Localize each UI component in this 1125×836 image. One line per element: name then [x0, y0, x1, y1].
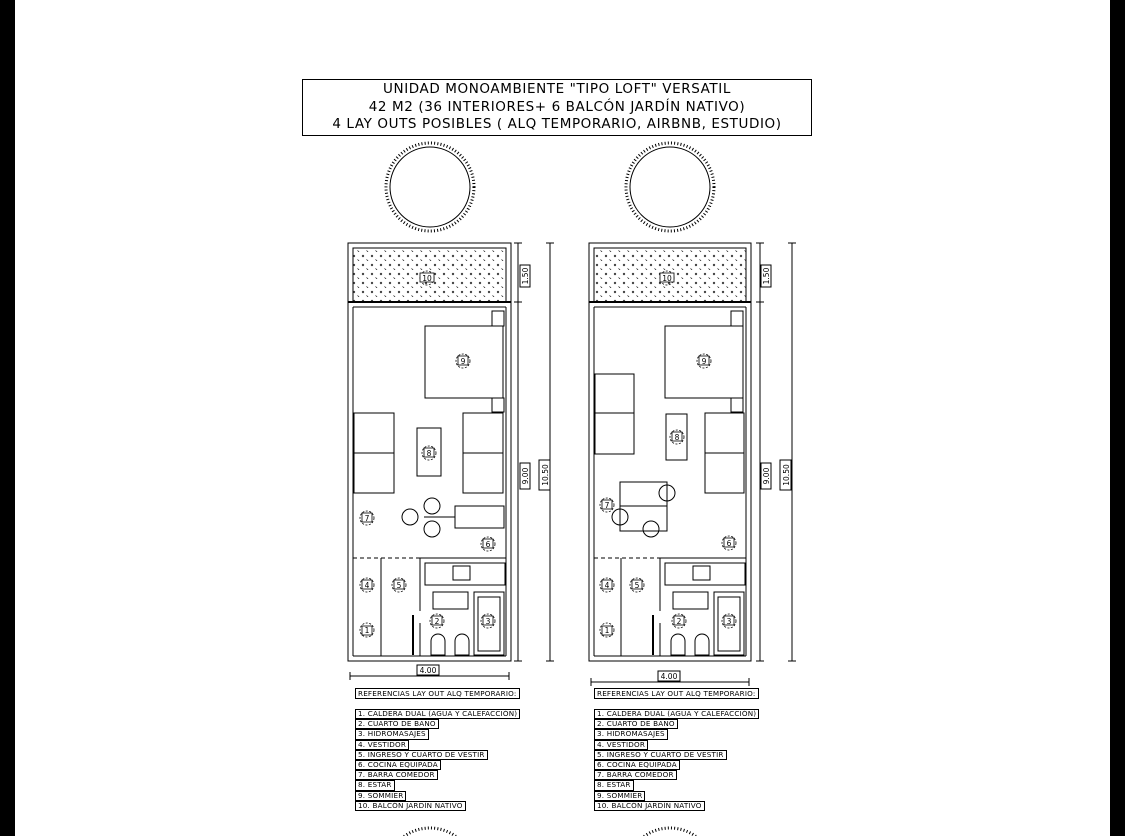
bath-vanity: [433, 592, 468, 609]
dim-total-label: 10.50: [782, 464, 791, 486]
title-line-3: 4 LAY OUTS POSIBLES ( ALQ TEMPORARIO, AIRBNB, ESTUDIO): [332, 116, 782, 132]
legend-item: 10. BALCÓN JARDÍN NATIVO: [355, 801, 466, 811]
tag-4: 4: [364, 581, 370, 590]
legend-header: REFERENCIAS LAY OUT ALQ TEMPORARIO:: [594, 688, 759, 699]
legend-item: 8. ESTAR: [355, 780, 395, 790]
legend-item: 10. BALCÓN JARDÍN NATIVO: [594, 801, 705, 811]
plan-2-labels: [605, 267, 791, 681]
legend-header: REFERENCIAS LAY OUT ALQ TEMPORARIO:: [355, 688, 520, 699]
legend-item: 4. VESTIDOR: [355, 740, 409, 750]
legend-item: 9. SOMMIER: [594, 791, 645, 801]
unit-outline: [589, 243, 751, 661]
bidet: [695, 634, 709, 655]
dim-total-label: 10.50: [541, 464, 550, 486]
legend-item: 1. CALDERA DUAL (AGUA Y CALEFACCIÓN): [594, 709, 759, 719]
dim-width-label: 4.00: [660, 672, 678, 681]
toilet: [671, 634, 685, 655]
tag-5: 5: [634, 581, 640, 590]
tag-8: 8: [426, 449, 432, 458]
legend-item: 2. CUARTO DE BAÑO: [355, 719, 439, 729]
legend-item: 7. BARRA COMEDOR: [355, 770, 438, 780]
legend-item: 7. BARRA COMEDOR: [594, 770, 677, 780]
tag-3: 3: [726, 617, 732, 626]
legend-item: 3. HIDROMASAJES: [594, 729, 668, 739]
legend-list: [594, 709, 759, 811]
tag-6: 6: [726, 539, 732, 548]
tag-4: 4: [604, 581, 610, 590]
bar-counter: [455, 506, 504, 528]
tag-3: 3: [485, 617, 491, 626]
legend-item: 2. CUARTO DE BAÑO: [594, 719, 678, 729]
bath-vanity: [673, 592, 708, 609]
legend-item: 6. COCINA EQUIPADA: [594, 760, 680, 770]
legend-item: 3. HIDROMASAJES: [355, 729, 429, 739]
tag-8: 8: [674, 433, 680, 442]
legend-item: 5. INGRESO Y CUARTO DE VESTIR: [355, 750, 488, 760]
legend-item: 8. ESTAR: [594, 780, 634, 790]
plan-1-labels: [365, 267, 550, 675]
sofa-left: [595, 374, 634, 454]
legend-item: 4. VESTIDOR: [594, 740, 648, 750]
tag-7: 7: [364, 514, 370, 523]
tag-6: 6: [485, 540, 491, 549]
floor-plan-2: [589, 143, 796, 686]
tag-5: 5: [396, 581, 402, 590]
tag-7: 7: [604, 501, 610, 510]
legend-item: 5. INGRESO Y CUARTO DE VESTIR: [594, 750, 727, 760]
tag-2: 2: [434, 617, 440, 626]
floor-plan-1: [348, 143, 554, 680]
dim-interior-label: 9.00: [762, 467, 771, 485]
tag-10: 10: [662, 274, 672, 283]
title-line-1: UNIDAD MONOAMBIENTE "TIPO LOFT" VERSATIL: [383, 81, 731, 97]
tag-1: 1: [364, 626, 370, 635]
dim-balcony-label: 1.50: [521, 267, 530, 285]
dim-balcony-label: 1.50: [762, 267, 771, 285]
tag-9: 9: [460, 357, 466, 366]
bidet: [455, 634, 469, 655]
legend-list: [355, 709, 520, 811]
dim-interior-label: 9.00: [521, 467, 530, 485]
next-sheet-trees: [386, 828, 714, 836]
tag-1: 1: [604, 626, 610, 635]
legend-item: 1. CALDERA DUAL (AGUA Y CALEFACCIÓN): [355, 709, 520, 719]
tree-symbol: [626, 143, 714, 231]
tag-9: 9: [701, 357, 707, 366]
tree-symbol: [386, 143, 474, 231]
tag-10: 10: [422, 274, 432, 283]
legend-item: 6. COCINA EQUIPADA: [355, 760, 441, 770]
dim-width-label: 4.00: [419, 666, 437, 675]
title-line-2: 42 M2 (36 INTERIORES+ 6 BALCÓN JARDÍN NATIVO): [368, 98, 746, 115]
tag-2: 2: [676, 617, 682, 626]
legend-item: 9. SOMMIER: [355, 791, 406, 801]
toilet: [431, 634, 445, 655]
